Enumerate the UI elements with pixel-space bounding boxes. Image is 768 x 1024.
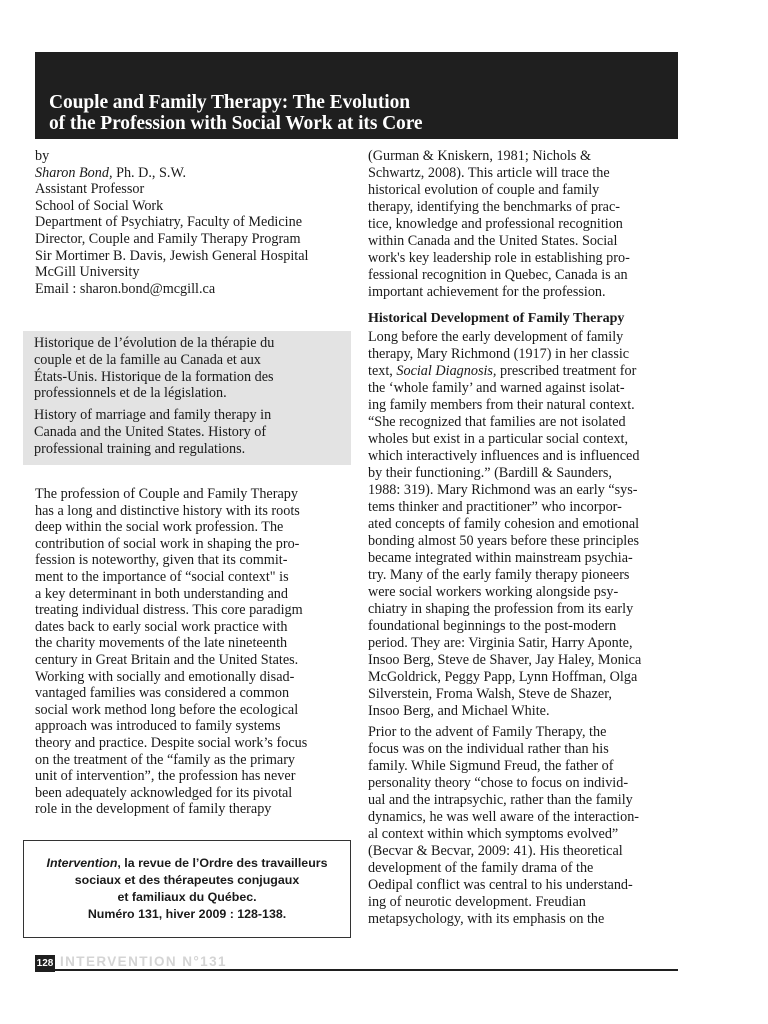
citation-journal-name: Intervention — [46, 856, 118, 870]
body-line: ated concepts of family cohesion and emotional — [368, 516, 640, 532]
body-line: contribution of social work in shaping the pro- — [35, 535, 300, 552]
right-column — [368, 148, 680, 928]
abstract-french-line: couple et de la famille au Canada et aux — [34, 351, 261, 368]
body-line: Insoo Berg, Steve de Shaver, Jay Haley, Monica — [368, 652, 642, 668]
citation-line-1-rest: , la revue de l’Ordre des travailleurs — [117, 856, 328, 870]
body-line: try. Many of the early family therapy pioneers — [368, 567, 630, 583]
body-line: fession is noteworthy, given that its commit- — [35, 552, 288, 569]
author-name-line — [35, 165, 351, 182]
body-line: al context within which symptoms evolved” — [368, 826, 619, 842]
article-title-banner — [35, 52, 678, 139]
body-line: therapy, identifying the benchmarks of prac- — [368, 199, 620, 215]
body-line: historical evolution of couple and family — [368, 182, 600, 198]
richmond-paragraph — [368, 329, 680, 720]
body-line: therapy, Mary Richmond (1917) in her classic — [368, 346, 630, 362]
author-hospital: Sir Mortimer B. Davis, Jewish General Hospital — [35, 247, 309, 264]
body-line: vantaged families was considered a common — [35, 685, 290, 702]
body-line: Silverstein, Froma Walsh, Steve de Shazer, — [368, 686, 612, 702]
body-line: has a long and distinctive history with its roots — [35, 502, 300, 519]
body-line: approach was introduced to family systems — [35, 718, 281, 735]
body-line: century in Great Britain and the United States. — [35, 651, 299, 668]
body-line: fessional recognition in Quebec, Canada is an — [368, 267, 628, 283]
body-line: ing of neurotic development. Freudian — [368, 894, 586, 910]
body-line: treating individual distress. This core paradigm — [35, 602, 303, 619]
body-line: Insoo Berg, and Michael White. — [368, 703, 550, 719]
intro-paragraph — [35, 486, 351, 818]
body-line: role in the development of family therapy — [35, 801, 272, 818]
body-line: wholes but exist in a particular social context, — [368, 431, 629, 447]
body-line: metapsychology, with its emphasis on the — [368, 911, 605, 927]
body-line: ment to the importance of “social context" is — [35, 568, 289, 585]
body-line: by their functioning.” (Bardill & Saunders, — [368, 465, 612, 481]
body-line: social work method long before the ecological — [35, 701, 299, 718]
right-intro-paragraph — [368, 148, 680, 301]
body-line: important achievement for the profession. — [368, 284, 606, 300]
body-line: focus was on the individual rather than his — [368, 741, 609, 757]
body-line: bonding almost 50 years before these principles — [368, 533, 640, 549]
byline-by: by — [35, 148, 50, 164]
body-line: Long before the early development of family — [368, 329, 624, 345]
author-block — [35, 148, 351, 297]
citation-line-3: et familiaux du Québec. — [117, 890, 257, 904]
body-line: foundational beginnings to the post-modern — [368, 618, 617, 634]
body-line: Schwartz, 2008). This article will trace the — [368, 165, 610, 181]
citation-line-4: Numéro 131, hiver 2009 : 128-138. — [87, 907, 287, 921]
body-line: became integrated within mainstream psychia- — [368, 550, 633, 566]
abstract-english-line: professional training and regulations. — [34, 440, 246, 457]
footer-journal-name: INTERVENTION N°131 — [60, 954, 227, 969]
abstract-english — [34, 407, 341, 457]
article-title-line-1: Couple and Family Therapy: The Evolution — [49, 92, 410, 113]
body-line: family. While Sigmund Freud, the father of — [368, 758, 614, 774]
body-line: personality theory “chose to focus on individ- — [368, 775, 629, 791]
body-line: the ‘whole family’ and warned against isolat- — [368, 380, 625, 396]
body-line: dates back to early social work practice with — [35, 618, 288, 635]
body-line: a key determinant in both understanding and — [35, 585, 288, 602]
body-line: the charity movements of the late nineteenth — [35, 635, 288, 652]
author-director-role: Director, Couple and Family Therapy Program — [35, 230, 301, 247]
abstract-french-line: Historique de l’évolution de la thérapie du — [34, 335, 275, 351]
body-line: work's key leadership role in establishing pro- — [368, 250, 630, 266]
body-line: were social workers working alongside psy- — [368, 584, 619, 600]
body-line: McGoldrick, Peggy Papp, Lynn Hoffman, Olga — [368, 669, 638, 685]
author-university: McGill University — [35, 264, 140, 281]
body-line: The profession of Couple and Family Therapy — [35, 486, 298, 502]
body-line: unit of intervention”, the profession has never — [35, 768, 296, 785]
body-line: dynamics, he was well aware of the interaction- — [368, 809, 640, 825]
freud-paragraph — [368, 724, 680, 928]
body-line: (Gurman & Kniskern, 1981; Nichols & — [368, 148, 592, 164]
body-line: ing family members from their natural context. — [368, 397, 635, 413]
text-fragment: text, — [368, 363, 397, 379]
body-line — [368, 363, 680, 380]
book-title-social-diagnosis: Social Diagnosis, — [396, 363, 497, 379]
body-line: Prior to the advent of Family Therapy, the — [368, 724, 607, 740]
text-fragment: prescribed treatment for — [496, 363, 637, 379]
body-line: period. They are: Virginia Satir, Harry Aponte, — [368, 635, 633, 651]
author-email: Email : sharon.bond@mcgill.ca — [35, 280, 216, 297]
body-line: on the treatment of the “family as the primary — [35, 751, 296, 768]
citation-box — [23, 840, 351, 938]
abstract-box — [23, 331, 351, 465]
body-line: tems thinker and practitioner” who incorpor- — [368, 499, 622, 515]
abstract-french — [34, 335, 341, 402]
author-credentials: Ph. D., S.W. — [112, 164, 187, 181]
body-line: theory and practice. Despite social work’s focus — [35, 734, 308, 751]
citation-line-1 — [30, 855, 344, 872]
body-line: which interactively influences and is influenced — [368, 448, 640, 464]
body-line: within Canada and the United States. Social — [368, 233, 618, 249]
abstract-english-line: Canada and the United States. History of — [34, 423, 267, 440]
page-number: 128 — [35, 955, 55, 972]
article-title-line-2: of the Profession with Social Work at its Core — [49, 113, 423, 134]
body-line: “She recognized that families are not isolated — [368, 414, 626, 430]
citation-line-2: sociaux et des thérapeutes conjugaux — [74, 873, 300, 887]
body-line: ual and the intrapsychic, rather than the family — [368, 792, 633, 808]
body-line: (Becvar & Becvar, 2009: 41). His theoretical — [368, 843, 623, 859]
section-heading: Historical Development of Family Therapy — [368, 311, 625, 326]
body-line: Working with socially and emotionally disad- — [35, 668, 295, 685]
abstract-french-line: professionnels et de la législation. — [34, 385, 227, 402]
body-line: Oedipal conflict was central to his understand- — [368, 877, 633, 893]
body-line: chiatry in shaping the profession from its early — [368, 601, 634, 617]
author-department: Department of Psychiatry, Faculty of Medicine — [35, 214, 302, 231]
author-title: Assistant Professor — [35, 181, 145, 198]
abstract-english-line: History of marriage and family therapy in — [34, 407, 272, 424]
body-line: tice, knowledge and professional recognition — [368, 216, 623, 232]
abstract-french-line: États-Unis. Historique de la formation des — [34, 368, 274, 385]
body-line: 1988: 319). Mary Richmond was an early “sys- — [368, 482, 638, 498]
author-school: School of Social Work — [35, 197, 164, 214]
body-line: development of the family drama of the — [368, 860, 594, 876]
body-line: been adequately acknowledged for its pivotal — [35, 784, 293, 801]
body-line: deep within the social work profession. The — [35, 519, 284, 536]
author-name: Sharon Bond, — [35, 164, 113, 181]
